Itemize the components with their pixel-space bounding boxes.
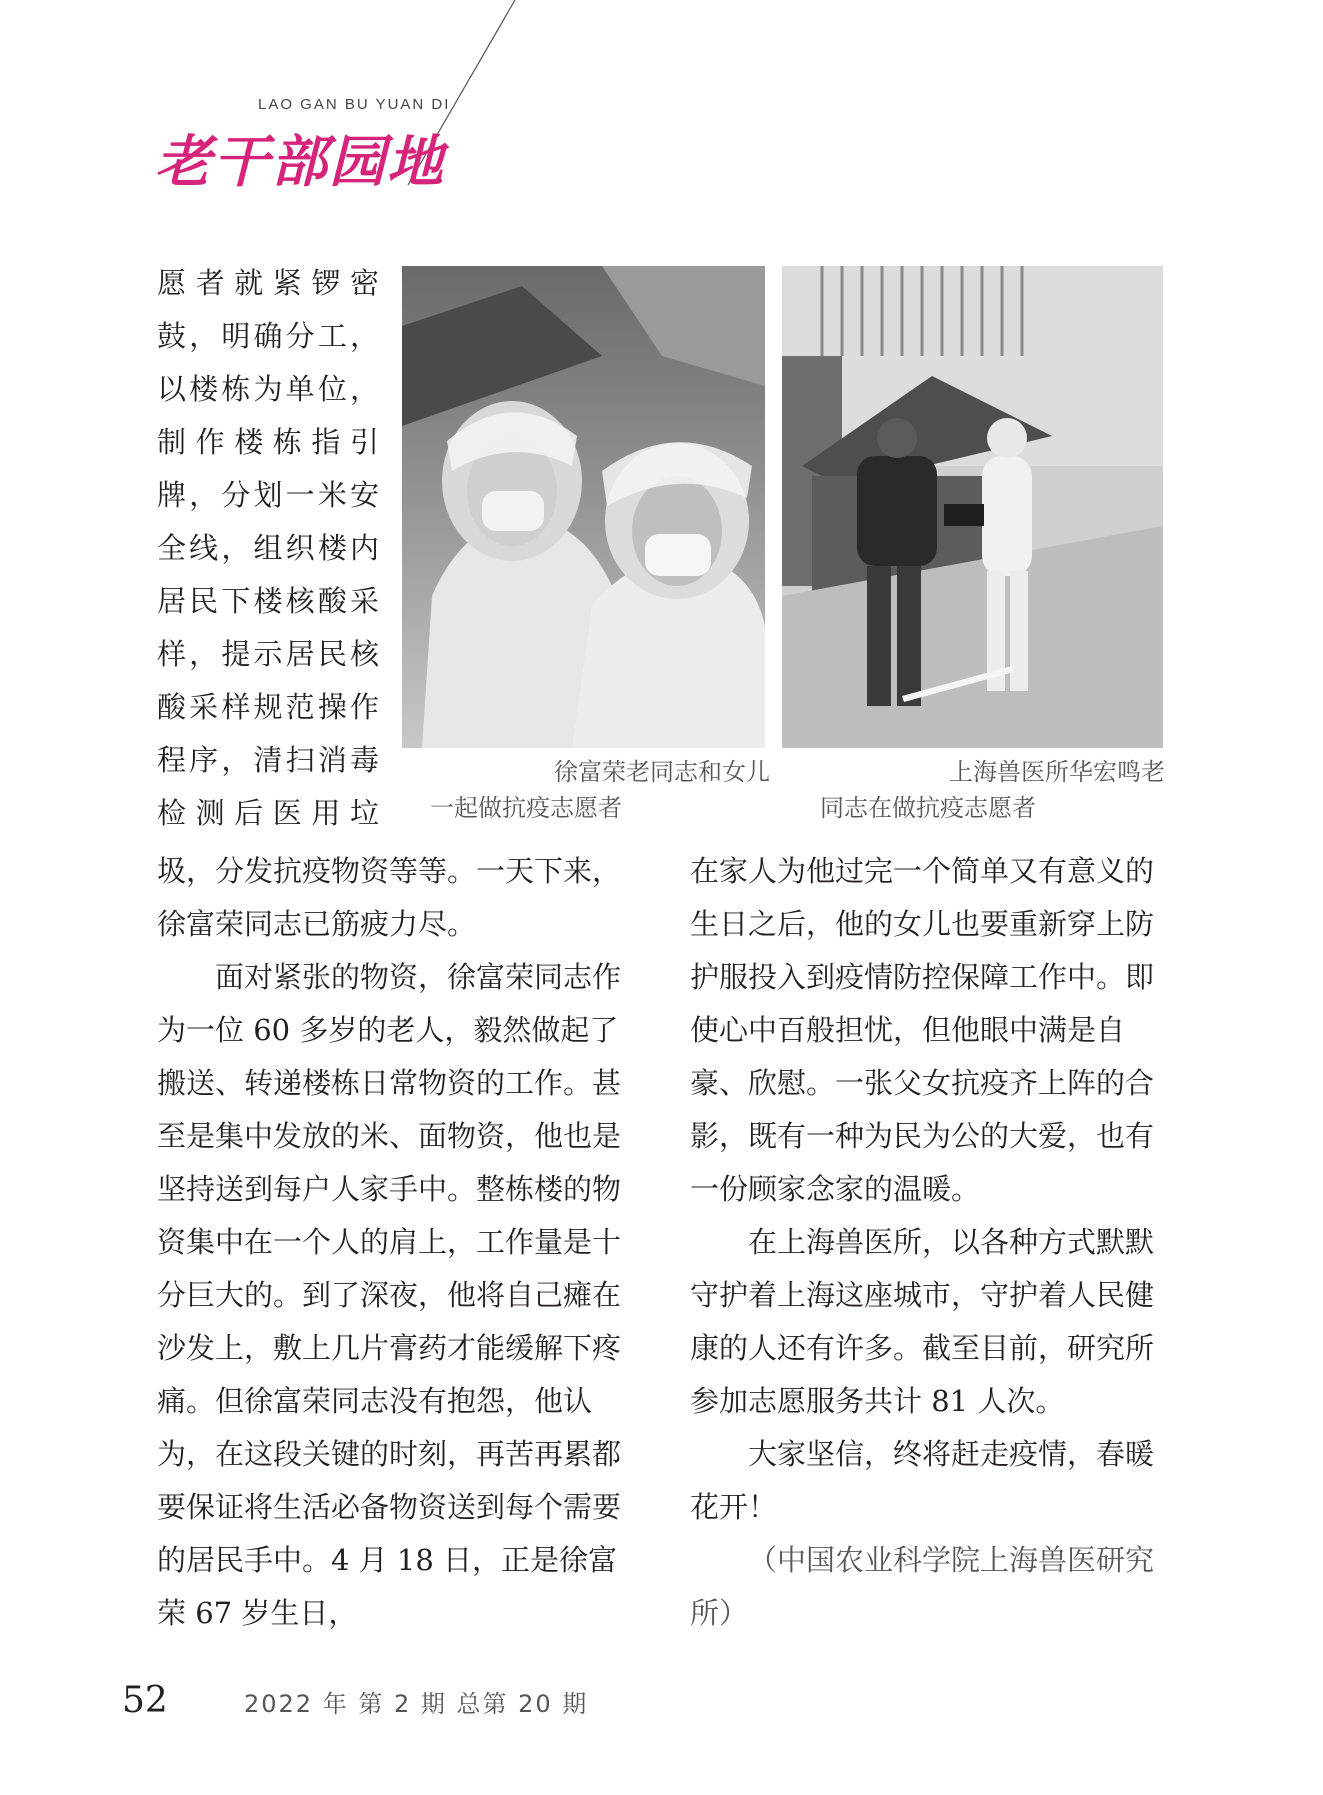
paragraph: 圾，分发抗疫物资等等。一天下来，徐富荣同志已筋疲力尽。 [157, 854, 622, 941]
photo1-caption [430, 754, 770, 826]
attribution: （中国农业科学院上海兽医研究所） [690, 1543, 1155, 1630]
narrow-text-column [157, 257, 379, 840]
caption-line: 一起做抗疫志愿者 [430, 794, 622, 822]
page-number: 52 [122, 1680, 168, 1721]
paragraph: 大家坚信，终将赶走疫情，春暖花开！ [690, 1437, 1155, 1524]
text-line: 牌，分划一米安 [157, 478, 379, 512]
caption-line: 上海兽医所华宏鸣老 [949, 758, 1165, 786]
column-title-pinyin: LAO GAN BU YUAN DI [258, 96, 451, 113]
column-title: 老干部园地 [155, 129, 445, 195]
text-line: 检测后医用垃 [157, 796, 379, 830]
left-text-column [157, 845, 629, 1640]
photo-father-daughter-volunteers [402, 266, 765, 748]
text-line: 全线，组织楼内 [157, 531, 379, 565]
photo2-caption [820, 754, 1165, 826]
text-line: 鼓，明确分工， [157, 319, 379, 353]
paragraph: 在家人为他过完一个简单又有意义的生日之后，他的女儿也要重新穿上防护服投入到疫情防控保障工作中。即使心中百般担忧，但他眼中满是自豪、欣慰。一张父女抗疫齐上阵的合影，既有一种为民为公的大爱，也有一份顾家念家的温暖。 [690, 854, 1155, 1206]
text-line: 制作楼栋指引 [157, 425, 379, 459]
text-line: 愿者就紧锣密 [157, 266, 379, 300]
text-line: 酸采样规范操作 [157, 690, 379, 724]
caption-line: 徐富荣老同志和女儿 [554, 758, 770, 786]
text-line: 以楼栋为单位， [157, 372, 379, 406]
text-line: 程序，清扫消毒 [157, 743, 379, 777]
issue-info: 2022 年 第 2 期 总第 20 期 [244, 1690, 589, 1718]
caption-line: 同志在做抗疫志愿者 [820, 794, 1036, 822]
paragraph: 在上海兽医所，以各种方式默默守护着上海这座城市，守护着人民健康的人还有许多。截至目前，研究所参加志愿服务共计 81 人次。 [690, 1225, 1155, 1418]
text-line: 样，提示居民核 [157, 637, 379, 671]
photo-volunteer-at-checkpoint [782, 266, 1163, 748]
paragraph: 面对紧张的物资，徐富荣同志作为一位 60 多岁的老人，毅然做起了搬送、转递楼栋日常物资的工作。甚至是集中发放的米、面物资，他也是坚持送到每户人家手中。整栋楼的物资集中在一个人的肩上，工作量是十分巨大的。到了深夜，他将自己瘫在沙发上，敷上几片膏药才能缓解下疼痛。但徐富荣同志没有抱怨，他认为，在这段关键的时刻，再苦再累都要保证将生活必备物资送到每个需要的居民手中。4 月 18 日，正是徐富荣 67 岁生日， [157, 960, 622, 1630]
photo-father-daughter-image [402, 266, 765, 748]
right-text-column [690, 845, 1162, 1640]
text-line: 居民下楼核酸采 [157, 584, 379, 618]
photo-checkpoint-image [782, 266, 1163, 748]
